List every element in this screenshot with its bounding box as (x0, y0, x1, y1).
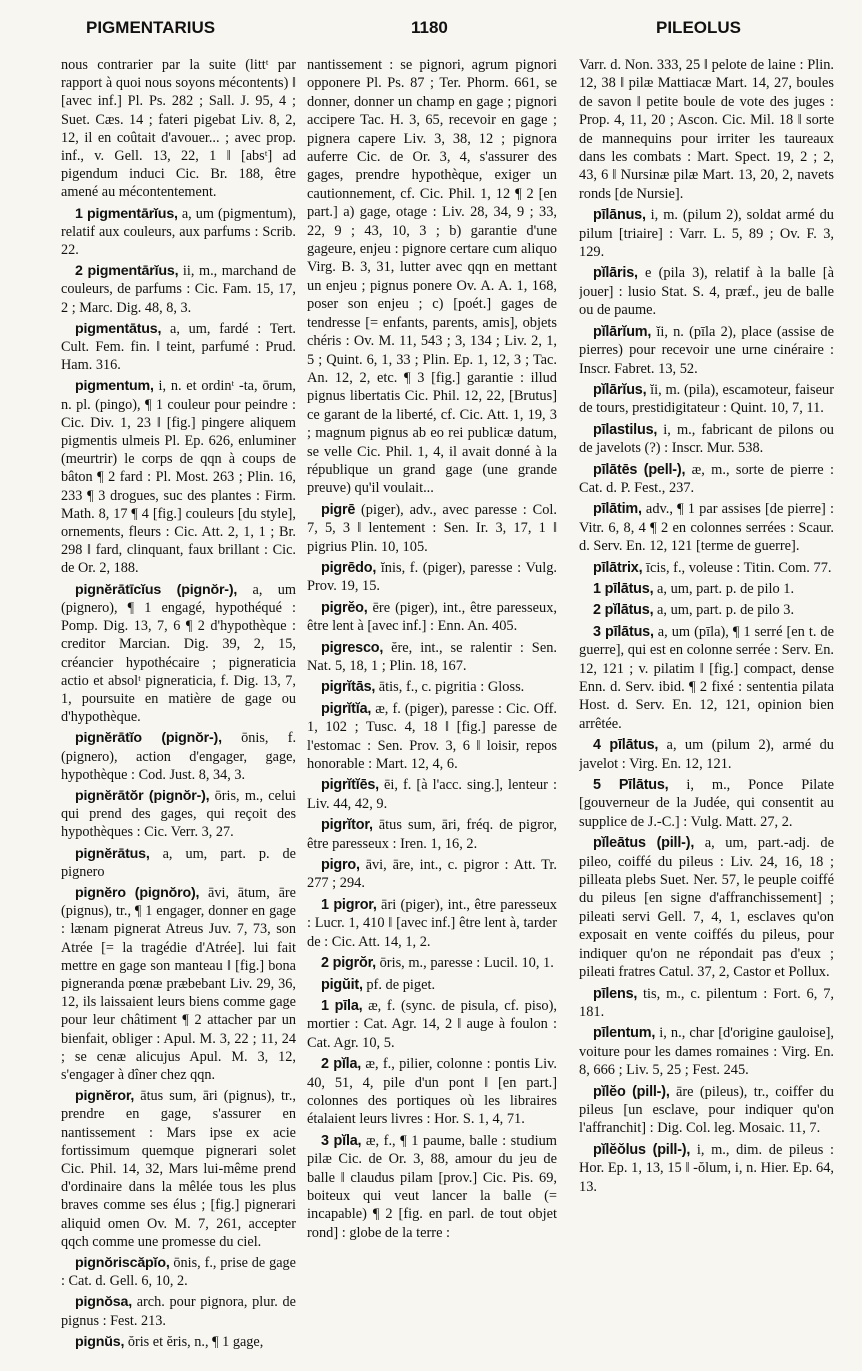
entry-headword: 1 pigror, (321, 896, 377, 913)
entry-headword: 2 pĭlātus, (593, 602, 654, 619)
entry-definition: æ, m., sorte de pierre : Cat. d. P. Fest., 237. (579, 461, 834, 496)
dictionary-entry (61, 377, 296, 577)
dictionary-entry (579, 580, 834, 598)
dictionary-entry (307, 976, 557, 994)
dictionary-entry (61, 320, 296, 375)
dictionary-entry (307, 639, 557, 676)
dictionary-entry (579, 776, 834, 831)
entry-definition: ēi, f. [à l'acc. sing.], lenteur : Liv. 44, 42, 9. (307, 777, 557, 812)
dictionary-entry (61, 262, 296, 317)
dictionary-entry (579, 1141, 834, 1196)
entry-definition: e (pila 3), relatif à la balle [à jouer] : lusio Stat. S. 4, præf., jeu de balle ou de paume. (579, 265, 834, 319)
entry-definition: pf. de piget. (362, 976, 436, 993)
entry-definition: (piger), adv., avec paresse : Col. 7, 5, 3 ‖ lentement : Sen. Ir. 3, 17, 1 ‖ pigrius Plin. 10, 105. (307, 501, 557, 555)
dictionary-entry (579, 559, 834, 577)
entry-definition: ēre (piger), int., être paresseux, être lent à [avec inf.] : Enn. An. 405. (307, 599, 557, 635)
entry-definition: arch. pour pignora, plur. de pignus : Fest. 213. (61, 1294, 296, 1329)
entry-headword: pignĕrātīcĭus (pignŏr-), (75, 581, 238, 598)
entry-definition: ōris, m., celui qui prend des gages, qui reçoit des hypothèques : Cic. Verr. 3, 27. (61, 787, 296, 841)
entry-headword: 1 pigmentārĭus, (75, 205, 178, 222)
dictionary-entry (61, 884, 296, 1084)
entry-definition: ātis, f., c. pigritia : Gloss. (375, 679, 525, 696)
entry-definition: i, m., Ponce Pilate [gouverneur de la Judée, qui consentit au supplice de J.-C.] : Vulg. Matt. 27, 2. (579, 777, 834, 830)
entry-headword: pīlātēs (pell-), (593, 461, 686, 478)
entry-headword: pigrē (321, 501, 356, 518)
running-header (0, 18, 862, 44)
entry-headword: 3 pĭla, (321, 1132, 362, 1149)
dictionary-entry (61, 1293, 296, 1329)
entry-headword: pigrĭtās, (321, 679, 376, 696)
entry-headword: pĭlārĭus, (593, 381, 647, 398)
dictionary-entry (307, 599, 557, 636)
entry-definition: æ, f. (sync. de pisula, cf. piso), mortier : Cat. Agr. 14, 2 ‖ auge à foulon : Cat. Agr. 10, 5. (307, 997, 557, 1051)
entry-definition: ōnis, f. (pignero), action d'engager, gage, hypothèque : Cod. Just. 8, 34, 3. (61, 730, 296, 783)
entry-headword: pĭleātus (pill-), (593, 835, 695, 852)
dictionary-entry (579, 56, 834, 203)
entry-headword: pĭlĕo (pill-), (593, 1083, 670, 1100)
entry-definition: i, m., fabricant de pilons ou de javelots (?) : Inscr. Mur. 538. (579, 421, 834, 457)
entry-definition: nous contrarier par la suite (littᵗ par rapport à quoi nous soyons mécontents) ‖ [avec inf.] Pl. Ps. 282 ; Sall. J. 95, 4 ; Suet. Cæs. 14 ; fateri pigebat Liv. 8, 2, 12, il en coûtait d'avouer... ; avec prop. inf., v. Gell. 13, 22, 1 ‖ [absᵗ] ad pigendum induci Cic. Br. 188, être amené au mécontentement. (61, 57, 296, 201)
dictionary-entry (307, 896, 557, 951)
entry-headword: pīlātim, (593, 501, 642, 518)
entry-definition: ātus sum, āri (pignus), tr., prendre en gage, s'assurer en nantissement : Mars ipse ex acie fortissimum quemque pignerari solet Cic. Phil. 14, 32, Mars lui-même prend d'ordinaire dans la mêlée tous les plus braves comme ses élus ; [fig.] pignerari aliquid omen Ov. M. 7, 261, accepter qqch comme une promesse du ciel. (61, 1088, 296, 1250)
dictionary-entry (307, 678, 557, 696)
entry-definition: āre (pileus), tr., coiffer du pileus [un esclave, pour indiquer qu'on l'affranchit] : Dig. Col. leg. Mosaic. 11, 7. (579, 1083, 834, 1137)
entry-headword: pignĕrātĭo (pignŏr-), (75, 730, 222, 747)
entry-headword: pĭlārĭum, (593, 323, 652, 340)
entry-definition: a, um (pignero), ¶ 1 engagé, hypothéqué : Pomp. Dig. 13, 7, 6 ¶ 2 d'hypothèque : creditor Marcian. Dig. 39, 2, 15, créancier hypothécaire ; pigneraticia actio et absolᵗ pigneraticia, f. Dig. 13, 7, 1, poursuite en matière de gage ou d'hypothèque. (61, 581, 296, 726)
entry-definition: æ, f., ¶ 1 paume, balle : studium pilæ Cic. de Or. 3, 88, amour du jeu de balle ‖ claudus pilam [prov.] Cic. Pis. 69, boiteux qui veut lancer la balle (= incapable) ¶ 2 [fig. en parl. de tout objet rond] : globe de la terre : (307, 1132, 557, 1241)
entry-headword: pīlānus, (593, 207, 646, 224)
entry-definition: ōnis, f., prise de gage : Cat. d. Gell. 6, 10, 2. (61, 1255, 296, 1290)
dictionary-entry (61, 729, 296, 784)
entry-headword: pignŭs, (75, 1333, 125, 1350)
dictionary-entry (307, 559, 557, 596)
entry-definition: a, um (pīla), ¶ 1 serré [en t. de guerre], qui est en colonne serrée : Serv. En. 12, 121 ; v. pilatim ‖ [fig.] compact, dense Enn. d. Serv. ibid. ¶ 2 fixé : sententia pilata Host. d. Serv. En. 12, 121, opinion bien arrêtée. (579, 623, 834, 732)
header-first-word: PIGMENTARIUS (86, 18, 216, 37)
entry-headword: pignŏsa, (75, 1294, 132, 1311)
entry-headword: 1 pīla, (321, 997, 363, 1014)
entry-headword: pigŭit, (321, 976, 363, 993)
entry-headword: 1 pīlātus, (593, 580, 654, 597)
entry-headword: pigrēdo, (321, 559, 377, 576)
entry-definition: nantissement : se pignori, agrum pignori opponere Pl. Ps. 87 ; Ter. Phorm. 661, se donner, donner un champ en gage ; pignori accipere Tac. H. 3, 65, recevoir en gage ; pignera capere Liv. 3, 38, 12 ; pignora auferre Cic. de Or. 3, 4, s'assurer des gages, prendre hypothèque, exiger un cautionnement, cf. Cic. Phil. 1, 12 ¶ 2 [en part.] a) gage, otage : Liv. 28, 34, 9 ; 33, 22, 9 ; 43, 10, 3 ; b) garantie d'une gageure, enjeu : pignore certare cum aliquo Virg. B. 3, 31, lutter avec qqn en mettant un enjeu ; pignus ponere Ov. A. A. 1, 168, poser son enjeu ; c) [poét.] gages de tendresse [= enfants, parents, amis], objets chéris : Ov. M. 11, 543 ; 3, 134 ; Liv. 2, 1, 5 ; Quint. 6, 1, 33 ; Plin. Ep. 1, 12, 3 ; Tac. An. 12, 2, etc. ¶ 3 [fig.] garantie : illud pignus libertatis Cic. Phil. 12, 22, [Brutus] ce garant de la liberté, cf. Cic. Att. 1, 19, 3 ; magnum pignus ab eo rei publicæ datum, se velle Cic. Phil. 1, 4, il avait donné à la république un grand gage (une grande preuve) qu'il voulait... (307, 57, 557, 497)
dictionary-entry (307, 954, 557, 972)
entry-headword: pīlentum, (593, 1025, 656, 1042)
entry-definition: āvi, ātum, āre (pignus), tr., ¶ 1 engager, donner en gage : lænam pignerat Atreus Juv. 7, 73, son Atrée [= la tragédie d'Atrée]. lui fait mettre en gage son manteau ‖ [fig.] bona pigneranda pœnæ præbebant Liv. 29, 36, 12, ils laissaient leurs biens comme gage pour leur châtiment ¶ 2 attacher par un bienfait, obliger : Apul. M. 3, 22 ; 11, 24 ; se cenæ alicujus Apul. M. 3, 12, s'engager à dîner chez qqn. (61, 884, 296, 1083)
entry-headword: pignĕrātus, (75, 845, 150, 862)
entry-headword: pignŏriscăpĭo, (75, 1255, 170, 1271)
entry-definition: Varr. d. Non. 333, 25 ‖ pelote de laine : Plin. 12, 38 ‖ pilæ Mattiacæ Mart. 14, 27, boules de savon ‖ petite boule de vote des juges : Prop. 4, 11, 20 ; Ascon. Cic. Mil. 18 ‖ sorte de mannequins pour irriter les taureaux dans les combats : Mart. Spect. 19, 2 ; 2, 43, 6 ‖ Nursinæ pilæ Mart. 13, 20, 2, navets ronds [de Nursie]. (579, 57, 834, 202)
entry-definition: a, um, part.-adj. de pileo, coiffé du pileus : Liv. 24, 16, 18 ; pilleata plebs Suet. Ner. 57, le peuple coiffé du pileus [en signe d'affranchissement] ; pileati servi Gell. 7, 4, 1, esclaves qu'on exposait en vente coiffés du pileus, pour indiquer qu'on ne répondait pas d'eux ; pileati fratres Catul. 37, 2, Castor et Pollux. (579, 835, 834, 981)
entry-headword: pĭlāris, (593, 265, 638, 282)
entry-definition: æ, f. (piger), paresse : Cic. Off. 1, 102 ; Tusc. 4, 18 ‖ [fig.] paresse de l'estomac : Sen. Prov. 3, 6 ‖ loisir, repos honorable : Mart. 12, 4, 6. (307, 700, 557, 773)
column-3 (579, 56, 834, 1366)
dictionary-entry (61, 845, 296, 881)
entry-definition: īcis, f., voleuse : Titin. Com. 77. (642, 559, 832, 576)
entry-definition: a, um (pigmentum), relatif aux couleurs, aux parfums : Scrib. 22. (61, 205, 296, 259)
dictionary-entry (61, 1254, 296, 1290)
entry-headword: pigrĭtĭa, (321, 700, 372, 717)
dictionary-entry (579, 500, 834, 555)
page-number: 1180 (411, 18, 448, 37)
entry-headword: pigmentum, (75, 378, 154, 395)
entry-definition: i, m. (pilum 2), soldat armé du pilum [triaire] : Varr. L. 5, 89 ; Ov. F. 3, 129. (579, 207, 834, 261)
entry-definition: ĭi, m. (pila), escamoteur, faiseur de tours, prestidigitateur : Quint. 10, 7, 11. (579, 381, 834, 417)
dictionary-entry (579, 421, 834, 458)
entry-headword: 4 pīlātus, (593, 737, 659, 754)
dictionary-entry (579, 1024, 834, 1079)
dictionary-entry (579, 985, 834, 1022)
entry-definition: ĭi, n. (pīla 2), place (assise de pierres) pour recevoir une urne cinéraire : Inscr. Fabret. 13, 52. (579, 323, 834, 377)
entry-definition: i, n. et ordinᵗ -ta, ōrum, n. pl. (pingo), ¶ 1 couleur pour peindre : Cic. Div. 1, 23 ‖ [fig.] pingere aliquem pigmentis ulmeis Pl. Ep. 626, enluminer (meurtrir) le corps de qqn à coups de bâton ¶ 2 fard : Pl. Most. 263 ; Plin. 16, 233 ¶ 3 drogues, suc des plantes : Firm. Math. 8, 17 ¶ 4 [fig.] couleurs [du style], ornements, fleurs : Cic. Att. 2, 1, 1 ; Br. 298 ‖ fard, clinquant, faux brillant : Cic. de Or. 2, 188. (61, 378, 296, 577)
dictionary-entry (61, 581, 296, 727)
dictionary-entry (579, 1083, 834, 1138)
dictionary-entry (579, 206, 834, 261)
entry-definition: āvi, āre, int., c. pigror : Att. Tr. 277 ; 294. (307, 857, 557, 892)
entry-definition: a, um, part. p. de pilo 3. (653, 602, 795, 619)
entry-headword: pigrĭtor, (321, 817, 373, 834)
entry-definition: a, um, fardé : Tert. Cult. Fem. fin. ‖ teint, parfumé : Prud. Ham. 316. (61, 320, 296, 374)
dictionary-entry (307, 1132, 557, 1242)
entry-headword: pīlātrix, (593, 559, 643, 576)
dictionary-entry (579, 381, 834, 418)
entry-definition: i, m., dim. de pileus : Hor. Ep. 1, 13, 15 ‖ -ŏlum, i, n. Hier. Ep. 64, 13. (579, 1141, 834, 1195)
entry-definition: a, um, part. p. de pignero (61, 845, 296, 880)
dictionary-entry (61, 56, 296, 202)
dictionary-entry (61, 787, 296, 842)
dictionary-entry (307, 856, 557, 893)
dictionary-entry (307, 1055, 557, 1129)
entry-definition: ŏris et ĕris, n., ¶ 1 gage, (124, 1333, 264, 1350)
dictionary-entry (579, 834, 834, 981)
dictionary-entry (579, 601, 834, 619)
header-last-word: PILEOLUS (656, 18, 742, 37)
entry-definition: tis, m., c. pilentum : Fort. 6, 7, 181. (579, 985, 834, 1020)
dictionary-entry (307, 776, 557, 813)
entry-definition: a, um, part. p. de pilo 1. (653, 580, 795, 597)
dictionary-entry (579, 623, 834, 733)
column-2 (307, 56, 557, 1366)
entry-definition: ĭnis, f. (piger), paresse : Vulg. Prov. 19, 15. (307, 559, 557, 595)
dictionary-entry (307, 816, 557, 853)
dictionary-entry (307, 700, 557, 774)
entry-headword: pigrĭtĭēs, (321, 777, 379, 794)
entry-headword: pigrĕo, (321, 599, 368, 616)
dictionary-entry (579, 323, 834, 378)
entry-definition: āri (piger), int., être paresseux : Lucr. 1, 410 ‖ [avec inf.] être lent à, tarder de : Cic. Att. 14, 1, 2. (307, 896, 557, 950)
entry-definition: adv., ¶ 1 par assises [de pierre] : Vitr. 6, 8, 4 ¶ 2 en colonnes serrées : Scaur. d. Serv. En. 12, 121 [terme de guerre]. (579, 501, 834, 555)
entry-definition: ii, m., marchand de couleurs, de parfums : Cic. Fam. 15, 17, 2 ; Marc. Dig. 48, 8, 3. (61, 263, 296, 316)
entry-definition: ātus sum, āri, fréq. de pigror, être paresseux : Iren. 1, 16, 2. (307, 817, 557, 852)
entry-definition: ĕre, int., se ralentir : Sen. Nat. 5, 18, 1 ; Plin. 18, 167. (307, 639, 557, 674)
entry-headword: pigmentātus, (75, 320, 162, 337)
entry-headword: 3 pīlātus, (593, 623, 654, 640)
entry-definition: æ, f., pilier, colonne : pontis Liv. 40, 51, 4, pile d'un pont ‖ [en part.] colonnes des portiques où les libraires étalaient leurs livres : Hor. S. 1, 4, 71. (307, 1056, 557, 1128)
entry-headword: pignĕro (pignŏro), (75, 884, 200, 901)
dictionary-entry (579, 461, 834, 498)
entry-headword: pīlens, (593, 985, 638, 1002)
dictionary-entry (307, 501, 557, 556)
entry-headword: pĭlĕŏlus (pill-), (593, 1141, 691, 1158)
entry-headword: 5 Pīlātus, (593, 777, 669, 794)
dictionary-entry (307, 997, 557, 1052)
entry-headword: 2 pigrŏr, (321, 955, 376, 972)
dictionary-entry (579, 736, 834, 773)
entry-definition: ōris, m., paresse : Lucil. 10, 1. (375, 955, 554, 972)
dictionary-entry (307, 56, 557, 498)
entry-headword: 2 pĭla, (321, 1056, 362, 1073)
dictionary-entry (61, 1333, 296, 1351)
entry-headword: pigresco, (321, 639, 384, 656)
entry-headword: pīlastilus, (593, 421, 658, 438)
entry-definition: i, n., char [d'origine gauloise], voiture pour les dames romaines : Virg. En. 8, 666 ; Liv. 5, 25 ; Fest. 245. (579, 1025, 834, 1079)
dictionary-entry (61, 205, 296, 260)
entry-headword: pigro, (321, 857, 360, 874)
entry-definition: a, um (pilum 2), armé du javelot : Virg. En. 12, 121. (579, 737, 834, 772)
entry-headword: 2 pigmentārĭus, (75, 263, 179, 280)
entry-headword: pignĕrātŏr (pignŏr-), (75, 787, 210, 804)
dictionary-entry (61, 1087, 296, 1251)
entry-headword: pignĕror, (75, 1088, 135, 1105)
column-1 (61, 56, 296, 1366)
dictionary-entry (579, 264, 834, 319)
